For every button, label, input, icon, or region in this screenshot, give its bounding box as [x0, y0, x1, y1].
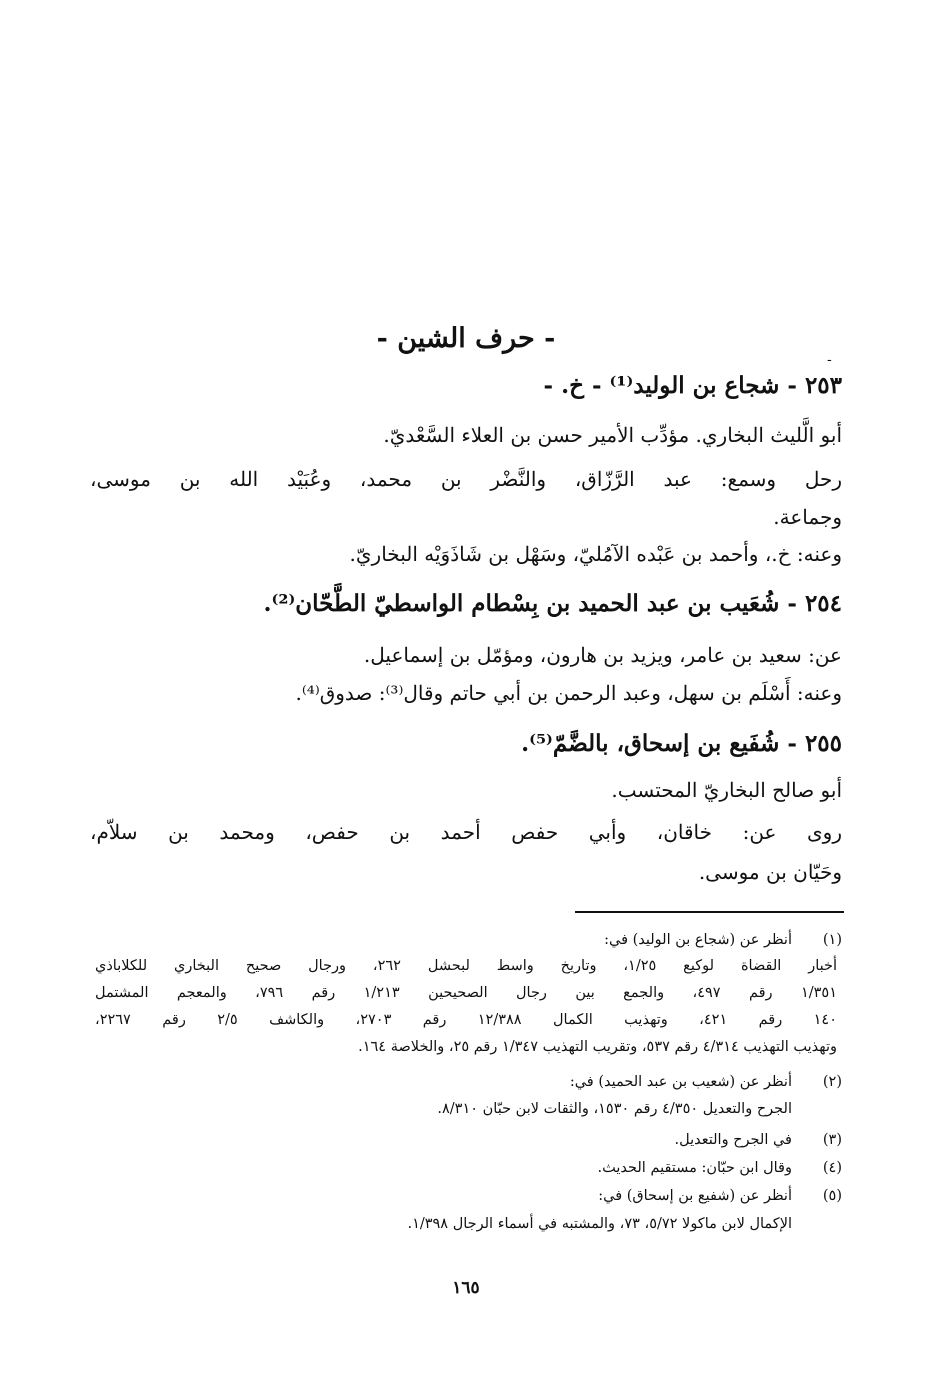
entry-line: أبو صالح البخاريّ المحتسب. [611, 778, 842, 802]
footnote-line: أخبار القضاة لوكيع ١/٢٥، وتاريخ واسط لبحشل ٢٦٢، ورجال صحيح البخاري للكلاباذي [95, 958, 837, 974]
entry-line: وعنه: خ.، وأحمد بن عَبْده الآمُليّ، وسَهْل بن شَاذَوَيْه البخاريّ. [349, 542, 842, 566]
footnote-number: (١) [822, 932, 842, 948]
footnote-line: الجرح والتعديل ٤/٣٥٠ رقم ١٥٣٠، والثقات لابن حبّان ٨/٣١٠. [437, 1101, 792, 1117]
entry-heading: ٢٥٤ - شُعَيب بن عبد الحميد بن بِسْطام الواسطيّ الطَّحّان⁽²⁾. [263, 590, 842, 617]
footnote-line: وتهذيب التهذيب ٤/٣١٤ رقم ٥٣٧، وتقريب التهذيب ١/٣٤٧ رقم ٢٥، والخلاصة ١٦٤. [358, 1039, 837, 1055]
footnote-line: الإكمال لابن ماكولا ٥/٧٢، ٧٣، والمشتبه في أسماء الرجال ١/٣٩٨. [407, 1216, 792, 1232]
footnote-separator [575, 911, 844, 913]
entry-line: وجماعة. [773, 505, 842, 529]
entry-heading: ٢٥٣ - شجاع بن الوليد⁽¹⁾ - خ. - [543, 372, 842, 399]
footnote-line: أنظر عن (شجاع بن الوليد) في: [604, 932, 792, 948]
footnote-line: ١٤٠ رقم ٤٢١، وتهذيب الكمال ١٢/٣٨٨ رقم ٢٧٠٣، والكاشف ٢/٥ رقم ٢٢٦٧، [95, 1012, 838, 1028]
footnote-line: ١/٣٥١ رقم ٤٩٧، والجمع بين رجال الصحيحين ١/٢١٣ رقم ٧٩٦، والمعجم المشتمل [95, 985, 838, 1001]
footnote-number: (٣) [822, 1132, 842, 1148]
entry-line: رحل وسمع: عبد الرَّزّاق، والنَّضْر بن محمد، وعُبَيْد الله بن موسى، [90, 467, 843, 491]
footnote-number: (٥) [822, 1188, 842, 1204]
entry-line: روى عن: خاقان، وأبي حفص أحمد بن حفص، ومحمد بن سلاّم، [90, 820, 843, 844]
page-number: ١٦٥ [452, 1278, 480, 1298]
footnote-number: (٢) [822, 1074, 842, 1090]
margin-mark: - [827, 352, 832, 368]
chapter-title: - حرف الشين - [376, 323, 556, 354]
footnote-line: أنظر عن (شفيع بن إسحاق) في: [598, 1188, 792, 1204]
footnote-number: (٤) [822, 1160, 842, 1176]
entry-heading: ٢٥٥ - شُفَيع بن إسحاق، بالضَّمّ⁽⁵⁾. [521, 730, 842, 757]
entry-line: وعنه: أَسْلَم بن سهل، وعبد الرحمن بن أبي حاتم وقال⁽³⁾: صدوق⁽⁴⁾. [295, 681, 842, 705]
footnote-line: وقال ابن حبّان: مستقيم الحديث. [597, 1160, 792, 1176]
entry-line: أبو الَّليث البخاري. مؤدِّب الأمير حسن بن العلاء السَّعْديّ. [383, 423, 842, 447]
footnote-line: أنظر عن (شعيب بن عبد الحميد) في: [569, 1074, 792, 1090]
footnote-line: في الجرح والتعديل. [674, 1132, 792, 1148]
entry-line: وحَيّان بن موسى. [698, 860, 842, 884]
entry-line: عن: سعيد بن عامر، ويزيد بن هارون، ومؤمّل بن إسماعيل. [363, 643, 842, 667]
